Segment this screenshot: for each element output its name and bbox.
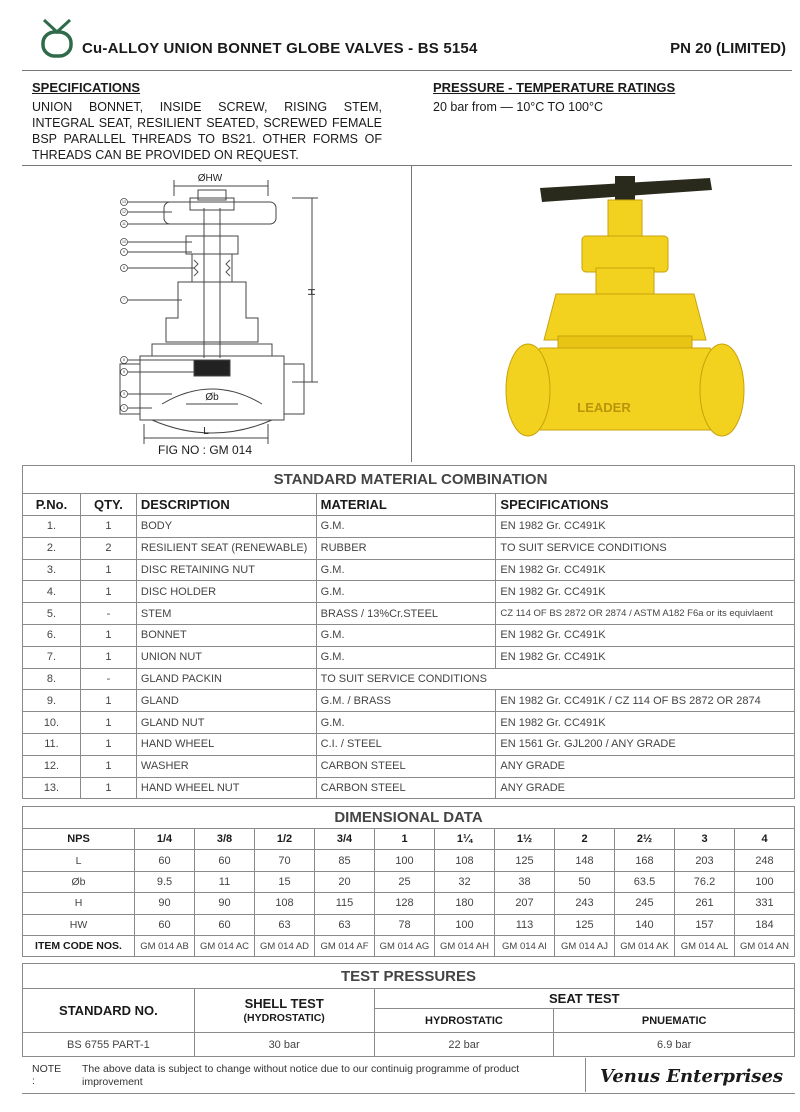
pno-cell: 3.	[23, 559, 81, 581]
callout-6: 6	[123, 358, 125, 363]
pno-cell: 12.	[23, 755, 81, 777]
item-code-cell: GM 014 AK	[615, 935, 675, 956]
dim-hw-label: ØHW	[197, 173, 223, 184]
table-row	[23, 581, 795, 603]
dim-cell: 140	[615, 914, 675, 935]
dim-cell: 15	[255, 871, 315, 892]
size-cell: 1/2	[255, 829, 315, 850]
col-qty: QTY.	[80, 494, 136, 516]
material-table	[22, 465, 795, 799]
size-cell: 1/4	[135, 829, 195, 850]
specifications-text: UNION BONNET, INSIDE SCREW, RISING STEM, INTEGRAL SEAT, RESILIENT SEATED, SCREWED FEMALE BSP PARALLEL THREADS TO BS21. OTHER FORMS OF THREADS CAN BE PROVIDED ON REQUEST.	[32, 100, 382, 162]
qty-cell: -	[80, 603, 136, 625]
qty-cell: 1	[80, 624, 136, 646]
qty-cell: 1	[80, 755, 136, 777]
dim-cell: 60	[195, 914, 255, 935]
table-row	[23, 646, 795, 668]
table-row	[23, 537, 795, 559]
description-cell: GLAND PACKIN	[136, 668, 316, 690]
description-cell: RESILIENT SEAT (RENEWABLE)	[136, 537, 316, 559]
dimensional-table	[22, 806, 795, 957]
description-cell: WASHER	[136, 755, 316, 777]
dim-cell: 125	[495, 850, 555, 871]
callout-13: 13	[122, 200, 126, 205]
row-label: Øb	[23, 871, 135, 892]
col-specifications: SPECIFICATIONS	[496, 494, 795, 516]
pno-cell: 2.	[23, 537, 81, 559]
qty-cell: 1	[80, 690, 136, 712]
pneumatic-label: PNUEMATIC	[554, 1009, 795, 1033]
spec-cell: ANY GRADE	[496, 777, 795, 799]
dim-cell: 100	[735, 871, 795, 892]
row-label: HW	[23, 914, 135, 935]
item-code-cell: GM 014 AL	[675, 935, 735, 956]
dim-cell: 76.2	[675, 871, 735, 892]
dim-cell: 38	[495, 871, 555, 892]
dim-cell: 184	[735, 914, 795, 935]
spec-cell: CZ 114 OF BS 2872 OR 2874 / ASTM A182 F6a or its equivlaent	[496, 603, 795, 625]
valve-section-drawing	[112, 168, 344, 450]
dim-cell: 20	[315, 871, 375, 892]
dim-cell: 148	[555, 850, 615, 871]
valve-photo	[500, 168, 750, 448]
size-cell: 1½	[495, 829, 555, 850]
spec-cell: EN 1561 Gr. GJL200 / ANY GRADE	[496, 733, 795, 755]
col-material: MATERIAL	[316, 494, 496, 516]
item-code-cell: GM 014 AJ	[555, 935, 615, 956]
header	[0, 0, 800, 70]
hydrostatic-value: 22 bar	[374, 1033, 554, 1057]
shell-test-value: 30 bar	[194, 1033, 374, 1057]
callout-3: 3	[123, 392, 125, 397]
table-row	[23, 690, 795, 712]
shell-test-subtitle: (HYDROSTATIC)	[243, 1011, 325, 1024]
figure-divider	[411, 165, 412, 462]
material-cell: RUBBER	[316, 537, 496, 559]
qty-cell: 1	[80, 733, 136, 755]
size-cell: 4	[735, 829, 795, 850]
table-row	[23, 914, 795, 935]
qty-cell: -	[80, 668, 136, 690]
spec-cell: TO SUIT SERVICE CONDITIONS	[496, 537, 795, 559]
dim-cell: 207	[495, 893, 555, 914]
row-label: H	[23, 893, 135, 914]
pno-cell: 11.	[23, 733, 81, 755]
material-table-title: STANDARD MATERIAL COMBINATION	[23, 466, 795, 494]
dim-cell: 100	[375, 850, 435, 871]
dim-cell: 128	[375, 893, 435, 914]
pno-cell: 8.	[23, 668, 81, 690]
callout-7: 7	[123, 298, 125, 303]
description-cell: DISC RETAINING NUT	[136, 559, 316, 581]
pno-cell: 13.	[23, 777, 81, 799]
size-cell: 3/8	[195, 829, 255, 850]
dim-cell: 25	[375, 871, 435, 892]
pno-cell: 5.	[23, 603, 81, 625]
dim-cell: 63.5	[615, 871, 675, 892]
qty-cell: 1	[80, 777, 136, 799]
material-cell: G.M.	[316, 712, 496, 734]
item-code-cell: GM 014 AF	[315, 935, 375, 956]
test-pressures-table	[22, 963, 795, 1057]
pneumatic-value: 6.9 bar	[554, 1033, 795, 1057]
table-row	[23, 871, 795, 892]
callout-10: 10	[122, 240, 126, 245]
pno-cell: 10.	[23, 712, 81, 734]
col-description: DESCRIPTION	[136, 494, 316, 516]
description-cell: BONNET	[136, 624, 316, 646]
dim-cell: 60	[135, 850, 195, 871]
qty-cell: 1	[80, 712, 136, 734]
pno-cell: 7.	[23, 646, 81, 668]
dim-cell: 90	[135, 893, 195, 914]
table-row	[23, 559, 795, 581]
specs-divider	[22, 165, 792, 166]
dim-cell: 32	[435, 871, 495, 892]
header-divider	[22, 70, 792, 71]
dim-cell: 100	[435, 914, 495, 935]
material-cell: TO SUIT SERVICE CONDITIONS	[316, 668, 794, 690]
size-cell: 2	[555, 829, 615, 850]
description-cell: HAND WHEEL	[136, 733, 316, 755]
figure-number: FIG NO : GM 014	[158, 443, 253, 457]
dim-cell: 50	[555, 871, 615, 892]
spec-cell: ANY GRADE	[496, 755, 795, 777]
spec-cell: EN 1982 Gr. CC491K / CZ 114 OF BS 2872 OR 2874	[496, 690, 795, 712]
material-cell: CARBON STEEL	[316, 777, 496, 799]
material-cell: C.I. / STEEL	[316, 733, 496, 755]
item-codes-row	[23, 935, 795, 956]
bottom-rule	[22, 1093, 795, 1094]
item-code-cell: GM 014 AH	[435, 935, 495, 956]
table-row	[23, 733, 795, 755]
dim-cell: 11	[195, 871, 255, 892]
item-code-cell: GM 014 AB	[135, 935, 195, 956]
table-row	[23, 668, 795, 690]
table-row	[23, 777, 795, 799]
note-text: The above data is subject to change without notice due to our continuig programme of product improvement	[82, 1063, 520, 1088]
dim-cell: 168	[615, 850, 675, 871]
dim-cell: 63	[255, 914, 315, 935]
specifications-heading: SPECIFICATIONS	[32, 80, 141, 95]
dim-cell: 203	[675, 850, 735, 871]
dim-cell: 261	[675, 893, 735, 914]
spec-cell: EN 1982 Gr. CC491K	[496, 646, 795, 668]
dim-cell: 113	[495, 914, 555, 935]
callout-12: 12	[122, 210, 126, 215]
hydrostatic-label: HYDROSTATIC	[374, 1009, 554, 1033]
item-code-cell: GM 014 AD	[255, 935, 315, 956]
callout-8: 8	[123, 266, 125, 271]
pressure-temperature-text: 20 bar from — 10°C TO 100°C	[433, 100, 604, 114]
size-cell: 3	[675, 829, 735, 850]
table-row	[23, 603, 795, 625]
table-row	[23, 712, 795, 734]
description-cell: GLAND	[136, 690, 316, 712]
callout-1: 1	[123, 406, 125, 411]
material-cell: BRASS / 13%Cr.STEEL	[316, 603, 496, 625]
qty-cell: 1	[80, 516, 136, 538]
pno-cell: 6.	[23, 624, 81, 646]
dim-cell: 85	[315, 850, 375, 871]
qty-cell: 1	[80, 559, 136, 581]
item-code-cell: GM 014 AC	[195, 935, 255, 956]
dim-cell: 63	[315, 914, 375, 935]
col-pno: P.No.	[23, 494, 81, 516]
callout-11: 11	[122, 222, 126, 227]
qty-cell: 2	[80, 537, 136, 559]
dim-h-label: H	[305, 288, 316, 296]
item-code-cell: GM 014 AG	[375, 935, 435, 956]
item-code-cell: GM 014 AI	[495, 935, 555, 956]
sizes-row	[23, 829, 795, 850]
shell-test-title: SHELL TEST	[244, 995, 324, 1011]
dim-cell: 125	[555, 914, 615, 935]
dim-cell: 60	[135, 914, 195, 935]
description-cell: HAND WHEEL NUT	[136, 777, 316, 799]
qty-cell: 1	[80, 581, 136, 603]
table-row	[23, 1033, 795, 1057]
test-pressures-title: TEST PRESSURES	[23, 964, 795, 989]
standard-no-value: BS 6755 PART-1	[23, 1033, 195, 1057]
dim-cell: 157	[675, 914, 735, 935]
callout-5: 5	[123, 370, 125, 375]
row-label: L	[23, 850, 135, 871]
qty-cell: 1	[80, 646, 136, 668]
material-cell: G.M.	[316, 516, 496, 538]
size-cell: 3/4	[315, 829, 375, 850]
spec-cell: EN 1982 Gr. CC491K	[496, 516, 795, 538]
shell-test-label	[194, 989, 374, 1033]
dim-l-label: L	[203, 426, 209, 437]
nps-label: NPS	[23, 829, 135, 850]
pressure-temperature-heading: PRESSURE - TEMPERATURE RATINGS	[433, 80, 676, 95]
size-cell: 1	[375, 829, 435, 850]
footer-divider	[585, 1058, 586, 1092]
dim-cell: 9.5	[135, 871, 195, 892]
spec-cell: EN 1982 Gr. CC491K	[496, 581, 795, 603]
material-cell: G.M. / BRASS	[316, 690, 496, 712]
dim-cell: 90	[195, 893, 255, 914]
dim-cell: 243	[555, 893, 615, 914]
table-row	[23, 893, 795, 914]
material-cell: G.M.	[316, 646, 496, 668]
material-cell: G.M.	[316, 559, 496, 581]
dim-cell: 180	[435, 893, 495, 914]
dim-cell: 108	[255, 893, 315, 914]
description-cell: STEM	[136, 603, 316, 625]
size-cell: 2½	[615, 829, 675, 850]
dim-cell: 70	[255, 850, 315, 871]
description-cell: DISC HOLDER	[136, 581, 316, 603]
material-cell: G.M.	[316, 581, 496, 603]
dimensional-table-title: DIMENSIONAL DATA	[23, 807, 795, 829]
item-codes-label: ITEM CODE NOS.	[23, 935, 135, 956]
item-code-cell: GM 014 AN	[735, 935, 795, 956]
description-cell: UNION NUT	[136, 646, 316, 668]
pno-cell: 4.	[23, 581, 81, 603]
description-cell: BODY	[136, 516, 316, 538]
callout-9: 9	[123, 250, 125, 255]
material-cell: G.M.	[316, 624, 496, 646]
valve-body-mark: LEADER	[577, 400, 631, 415]
table-row	[23, 755, 795, 777]
pno-cell: 9.	[23, 690, 81, 712]
seat-test-label: SEAT TEST	[374, 989, 794, 1009]
size-cell: 1¼	[435, 829, 495, 850]
dim-b-label: Øb	[205, 392, 219, 403]
spec-cell: EN 1982 Gr. CC491K	[496, 559, 795, 581]
spec-cell: EN 1982 Gr. CC491K	[496, 712, 795, 734]
table-row	[23, 850, 795, 871]
pressure-class: PN 20 (LIMITED)	[670, 40, 786, 57]
dim-cell: 60	[195, 850, 255, 871]
company-logo-icon	[40, 18, 74, 58]
dim-cell: 115	[315, 893, 375, 914]
dim-cell: 108	[435, 850, 495, 871]
dim-cell: 78	[375, 914, 435, 935]
pno-cell: 1.	[23, 516, 81, 538]
standard-no-label: STANDARD NO.	[23, 989, 195, 1033]
description-cell: GLAND NUT	[136, 712, 316, 734]
spec-cell: EN 1982 Gr. CC491K	[496, 624, 795, 646]
material-cell: CARBON STEEL	[316, 755, 496, 777]
table-row	[23, 624, 795, 646]
note-label: NOTE :	[32, 1063, 62, 1087]
dim-cell: 248	[735, 850, 795, 871]
company-signature: Venus Enterprises	[600, 1066, 784, 1087]
document-title: Cu-ALLOY UNION BONNET GLOBE VALVES - BS 5154	[82, 40, 478, 57]
table-row	[23, 516, 795, 538]
dim-cell: 331	[735, 893, 795, 914]
dim-cell: 245	[615, 893, 675, 914]
